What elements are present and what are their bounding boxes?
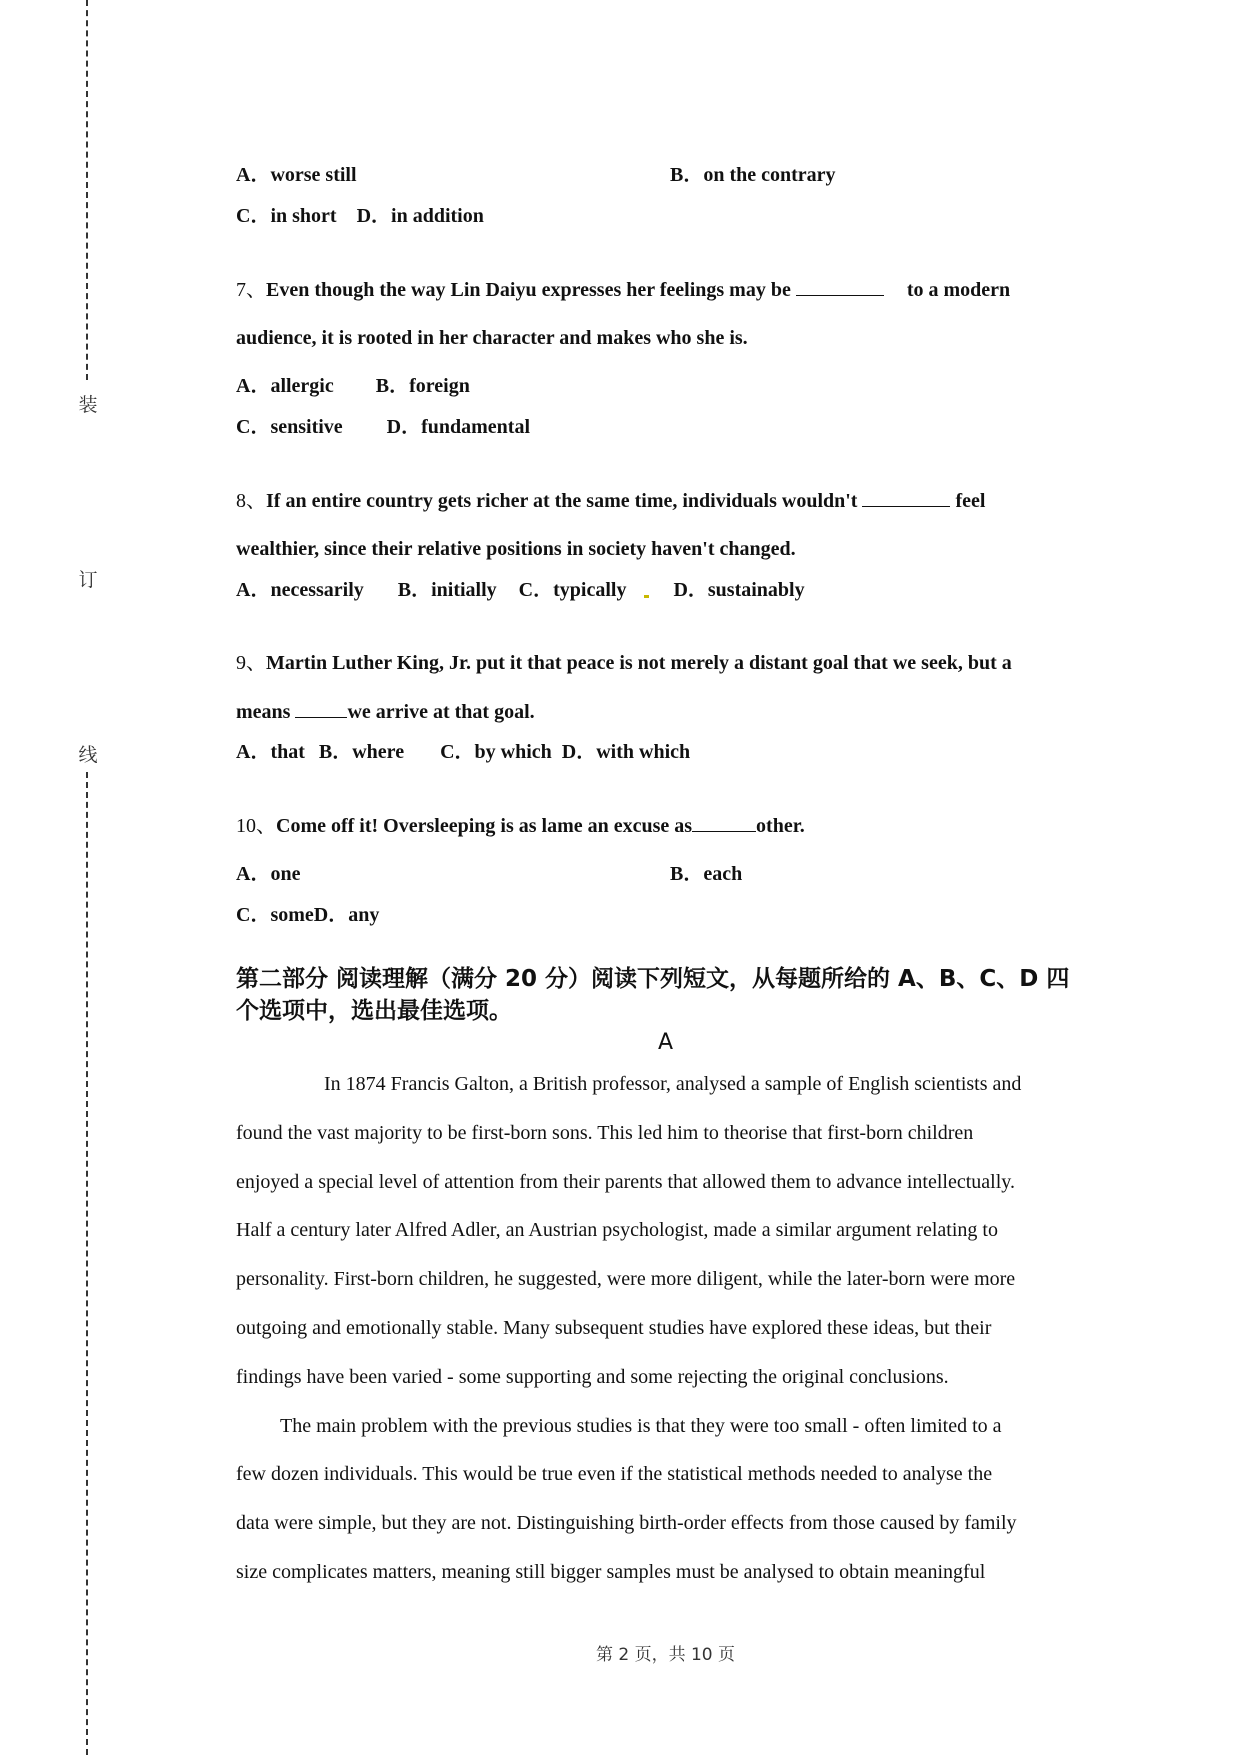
q7-stem-text-1: Even though the way Lin Daiyu expresses her feelings may be	[266, 279, 791, 301]
passage-a	[236, 1060, 1096, 1597]
q7-stem-line-1	[236, 277, 1010, 302]
q8-option-c: C．typically	[518, 579, 627, 601]
q7-stem-text-2: to a modern	[906, 279, 1011, 301]
passage-line: found the vast majority to be first-born sons. This led him to theorise that first-born children	[236, 1121, 974, 1144]
q9-stem-text-1: Martin Luther King, Jr. put it that peace is not merely a distant goal that we seek, but a	[266, 652, 1012, 674]
q6-options-row-2	[236, 204, 484, 228]
q10-number: 10、	[236, 815, 276, 837]
q7-option-b: B．foreign	[375, 375, 470, 397]
q10-option-d: D．any	[313, 904, 380, 926]
q9-option-a: A．that	[236, 741, 305, 763]
passage-line: enjoyed a special level of attention from their parents that allowed them to advance intellectually.	[236, 1170, 1015, 1193]
q10-blank	[692, 813, 756, 832]
q8-stem-text-3: wealthier, since their relative positions in society haven't changed.	[236, 538, 796, 560]
section-2-heading-line-2: 个选项中，选出最佳选项。	[236, 998, 512, 1024]
q7-stem-text-3: audience, it is rooted in her character and makes who she is.	[236, 327, 748, 349]
q8-blank	[862, 488, 950, 507]
q10-stem-line	[236, 813, 805, 838]
section-2-heading	[236, 963, 1106, 1027]
q10-option-c: C．some	[236, 904, 314, 926]
section-2-heading-line-1: 第二部分 阅读理解（满分 20 分）阅读下列短文，从每题所给的 A、B、C、D 四	[236, 966, 1070, 992]
q8-option-a: A．necessarily	[236, 579, 364, 601]
q10-stem-text-2: other.	[756, 815, 805, 837]
q7-stem-line-2	[236, 326, 748, 350]
binding-char-zhuang: 装	[78, 394, 98, 416]
q9-stem-text-3: we arrive at that goal.	[347, 701, 535, 723]
q10-stem-text-1: Come off it! Oversleeping is as lame an excuse as	[276, 815, 693, 837]
q7-blank	[796, 277, 884, 296]
passage-line: In 1874 Francis Galton, a British professor, analysed a sample of English scientists and	[324, 1073, 1022, 1095]
q8-stem-text-1: If an entire country gets richer at the same time, individuals wouldn't	[266, 490, 858, 512]
passage-line: findings have been varied - some supporting and some rejecting the original conclusions.	[236, 1365, 949, 1388]
binding-dashed-line-top	[86, 0, 88, 380]
q8-stem-line-2	[236, 537, 796, 561]
q7-option-c: C．sensitive	[236, 416, 343, 438]
passage-line: outgoing and emotionally stable. Many subsequent studies have explored these ideas, but their	[236, 1316, 992, 1339]
q9-options-row	[236, 740, 690, 764]
q6-option-b: B．on the contrary	[670, 164, 836, 186]
q9-stem-line-2	[236, 699, 535, 724]
highlight-mark	[644, 595, 649, 598]
q8-options-row	[236, 578, 805, 602]
binding-char-ding: 订	[78, 569, 98, 591]
q6-option-d: D．in addition	[356, 205, 484, 227]
q8-option-d: D．sustainably	[673, 579, 805, 601]
q10-options-row-2	[236, 903, 379, 927]
q9-option-d: D．with which	[561, 741, 691, 763]
q9-option-c: C．by which	[440, 741, 552, 763]
passage-letter: A	[657, 1030, 674, 1055]
passage-line: personality. First-born children, he suggested, were more diligent, while the later-born were more	[236, 1268, 1016, 1291]
q7-option-d: D．fundamental	[386, 416, 531, 438]
q10-option-a: A．one	[236, 863, 301, 885]
q7-option-a: A．allergic	[236, 375, 334, 397]
q6-option-c: C．in short	[236, 205, 337, 227]
binding-dashed-line-bottom	[86, 772, 88, 1755]
passage-line: size complicates matters, meaning still bigger samples must be analysed to obtain meaningful	[236, 1560, 986, 1583]
q9-stem-text-2: means	[236, 701, 291, 723]
q9-option-b: B．where	[318, 741, 405, 763]
q7-options-row-2	[236, 415, 530, 439]
q9-blank	[295, 699, 347, 718]
passage-line: data were simple, but they are not. Distinguishing birth-order effects from those caused by family	[236, 1512, 1017, 1535]
page-footer: 第 2 页，共 10 页	[595, 1645, 736, 1665]
passage-line: The main problem with the previous studies is that they were too small - often limited to a	[280, 1414, 1002, 1437]
q7-number: 7、	[236, 279, 266, 301]
q10-options-row-1	[236, 862, 742, 886]
q7-options-row-1	[236, 374, 470, 398]
q6-options-row-1	[236, 163, 836, 187]
q8-stem-text-2: feel	[955, 490, 986, 512]
q8-option-b: B．initially	[397, 579, 497, 601]
q9-number: 9、	[236, 652, 266, 674]
q10-option-b: B．each	[670, 863, 743, 885]
binding-char-xian: 线	[78, 744, 98, 766]
passage-line: Half a century later Alfred Adler, an Austrian psychologist, made a similar argument relating to	[236, 1219, 998, 1242]
q6-option-a: A．worse still	[236, 164, 357, 186]
q9-stem-line-1	[236, 651, 1012, 675]
q8-number: 8、	[236, 490, 266, 512]
passage-line: few dozen individuals. This would be true even if the statistical methods needed to analyse the	[236, 1463, 993, 1486]
q8-stem-line-1	[236, 488, 985, 513]
